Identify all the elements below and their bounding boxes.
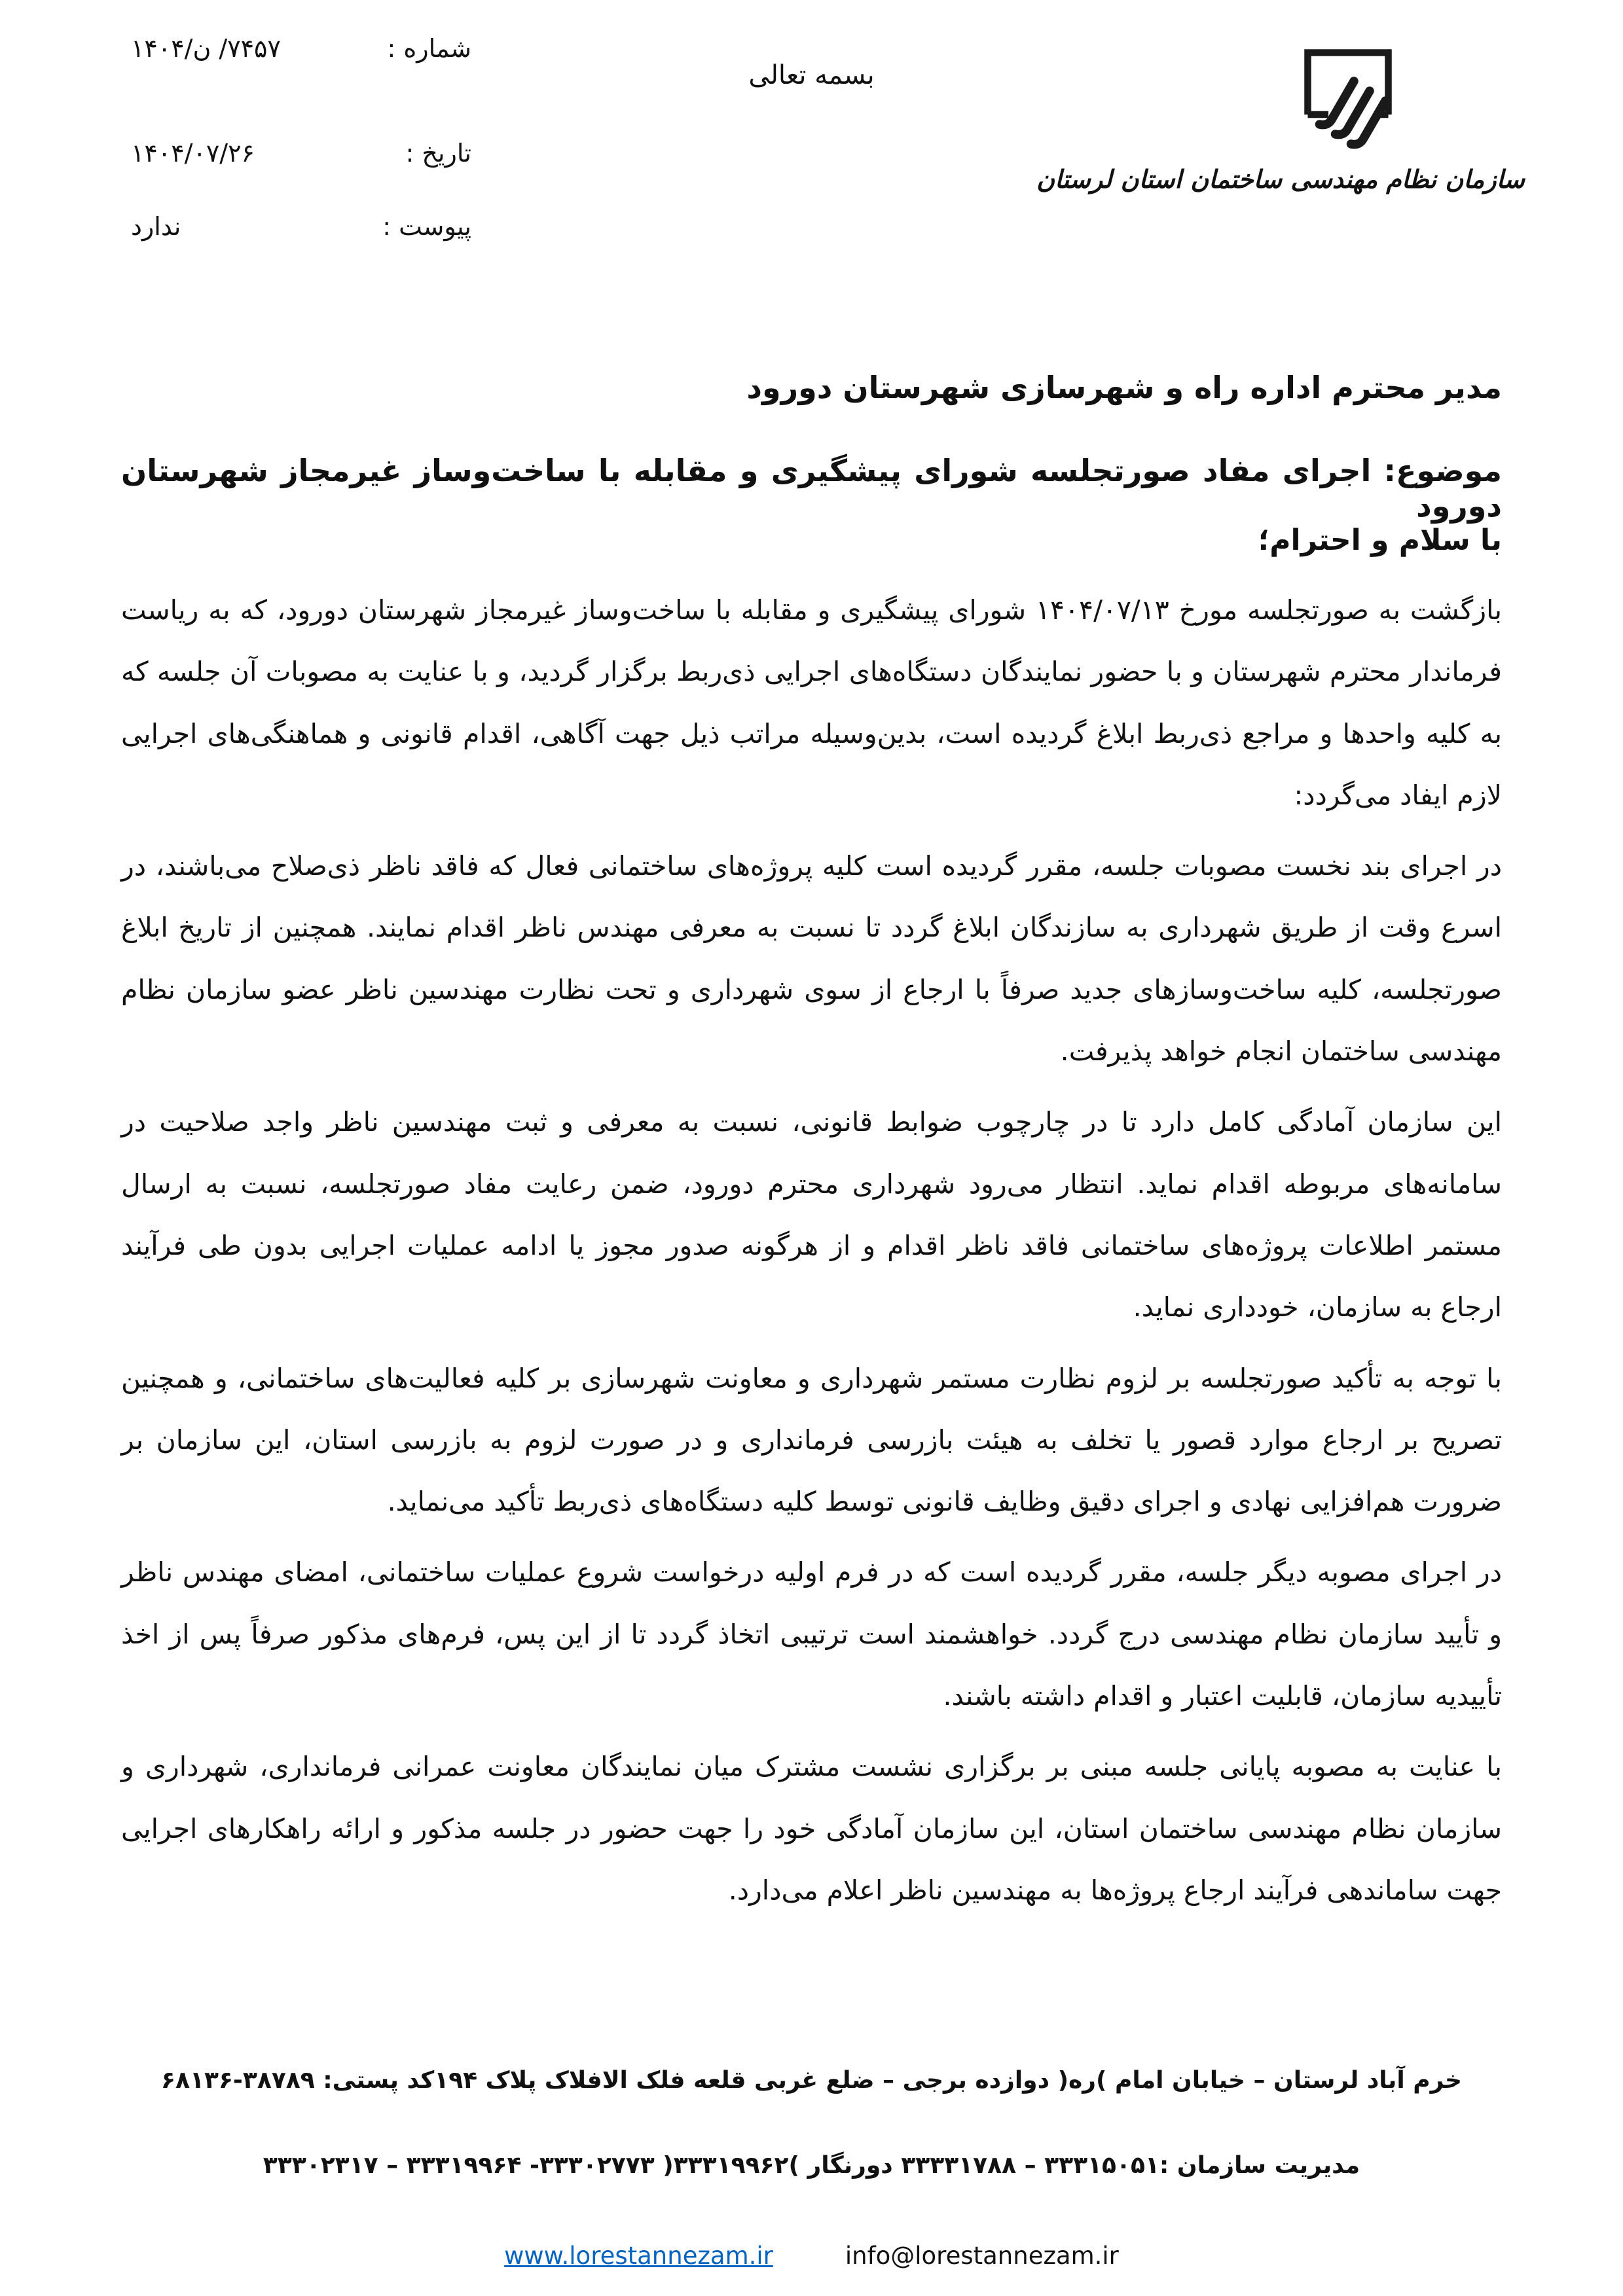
letter-date-value: ۱۴۰۴/۰۷/۲۶ xyxy=(131,139,255,168)
letterhead-logo-block xyxy=(1036,46,1525,194)
footer-address-line: خرم آباد لرستان – خیابان امام )ره( دوازده برجی – ضلع غربی قلعه فلک الافلاک پلاک ۱۹۴کد پستی: ۳۸۷۸۹-۶۸۱۳۶ xyxy=(161,2067,1462,2094)
subject-line: موضوع: اجرای مفاد صورتجلسه شورای پیشگیری و مقابله با ساخت‌وساز غیرمجاز شهرستان دورود xyxy=(121,453,1502,524)
salutation-line: با سلام و احترام؛ xyxy=(1258,524,1502,557)
website-link[interactable]: www.lorestannezam.ir xyxy=(504,2242,773,2270)
letter-attachment-value: ندارد xyxy=(131,212,181,241)
body-paragraph: در اجرای بند نخست مصوبات جلسه، مقرر گردیده است کلیه پروژه‌های ساختمانی فعال که فاقد ناظر ذی‌صلاح می‌باشند، در اسرع وقت از طریق شهرداری به سازندگان ابلاغ گردد تا نسبت به معرفی مهندس ناظر اقدام نمایند. همچنین از تاریخ ابلاغ صورتجلسه، کلیه ساخت‌وسازهای جدید صرفاً با ارجاع از سوی شهرداری و تحت نظارت مهندسین ناظر عضو سازمان نظام مهندسی ساختمان انجام خواهد پذیرفت. xyxy=(121,850,1502,1067)
email-address[interactable]: info@lorestannezam.ir xyxy=(845,2242,1119,2270)
body-paragraph: این سازمان آمادگی کامل دارد تا در چارچوب ضوابط قانونی، نسبت به معرفی و ثبت مهندسین ناظر واجد صلاحیت در سامانه‌های مربوطه اقدام نماید. انتظار می‌رود شهرداری محترم دورود، ضمن رعایت مفاد صورتجلسه، نسبت به ارسال مستمر اطلاعات پروژه‌های ساختمانی فاقد ناظر اقدام و از هرگونه صدور مجوز یا ادامه عملیات اجرایی بدون طی فرآیند ارجاع به سازمان، خودداری نماید. xyxy=(121,1106,1502,1323)
footer-phones-line: مدیریت سازمان :۳۳۳۱۵۰۵۱ – ۳۳۳۳۱۷۸۸ دورنگار )۳۳۳۱۹۹۶۲( ۳۳۳۰۲۷۷۳- ۳۳۳۱۹۹۶۴ – ۳۳۳۰۲۳۱۷ xyxy=(263,2152,1360,2179)
footer-links-row xyxy=(0,2242,1623,2270)
body-paragraph: بازگشت به صورتجلسه مورخ ۱۴۰۴/۰۷/۱۳ شورای پیشگیری و مقابله با ساخت‌وساز غیرمجاز شهرستان دورود، که به ریاست فرماندار محترم شهرستان و با حضور نمایندگان دستگاه‌های اجرایی ذی‌ربط برگزار گردید، و با عنایت به مصوبات آن جلسه که به کلیه واحدها و مراجع ذی‌ربط ابلاغ گردیده است، بدین‌وسیله مراتب ذیل جهت آگاهی، اقدام قانونی و هماهنگی‌های اجرایی لازم ایفاد می‌گردد: xyxy=(121,594,1502,811)
letter-date-row xyxy=(131,139,471,168)
recipient-heading: مدیر محترم اداره راه و شهرسازی شهرستان دورود xyxy=(746,370,1502,405)
letter-attachment-row xyxy=(131,212,471,241)
letter-date-label: تاریخ : xyxy=(405,139,471,168)
besmele-text: بسمه تعالی xyxy=(748,60,875,90)
organization-name-calligraphy: سازمان نظام مهندسی ساختمان استان لرستان xyxy=(1036,165,1525,194)
letter-attachment-label: پیوست : xyxy=(382,212,471,241)
letter-number-row xyxy=(131,34,471,63)
construction-engineering-organization-logo-icon xyxy=(1299,46,1397,156)
letter-number-value: ۷۴۵۷/ ن/۱۴۰۴ xyxy=(131,34,281,63)
letter-number-label: شماره : xyxy=(387,34,471,63)
letter-body xyxy=(121,579,1502,1930)
body-paragraph: در اجرای مصوبه دیگر جلسه، مقرر گردیده است که در فرم اولیه درخواست شروع عملیات ساختمانی، امضای مهندس ناظر و تأیید سازمان نظام مهندسی درج گردد. خواهشمند است ترتیبی اتخاذ گردد تا از این پس، فرم‌های مذکور صرفاً پس از اخذ تأییدیه سازمان، قابلیت اعتبار و اقدام داشته باشند. xyxy=(121,1556,1502,1712)
body-paragraph: با عنایت به مصوبه پایانی جلسه مبنی بر برگزاری نشست مشترک میان نمایندگان معاونت عمرانی فرمانداری، شهرداری و سازمان نظام مهندسی ساختمان استان، این سازمان آمادگی خود را جهت حضور در جلسه مذکور و ارائه راهکارهای اجرایی جهت ساماندهی فرآیند ارجاع پروژه‌ها به مهندسین ناظر اعلام می‌دارد. xyxy=(121,1751,1502,1906)
body-paragraph: با توجه به تأکید صورتجلسه بر لزوم نظارت مستمر شهرداری و معاونت شهرسازی بر کلیه فعالیت‌های ساختمانی، و همچنین تصریح بر ارجاع موارد قصور یا تخلف به هیئت بازرسی فرمانداری و در صورت لزوم به بازرسی استان، این سازمان بر ضرورت هم‌افزایی نهادی و اجرای دقیق وظایف قانونی توسط کلیه دستگاه‌های ذی‌ربط تأکید می‌نماید. xyxy=(121,1362,1502,1518)
